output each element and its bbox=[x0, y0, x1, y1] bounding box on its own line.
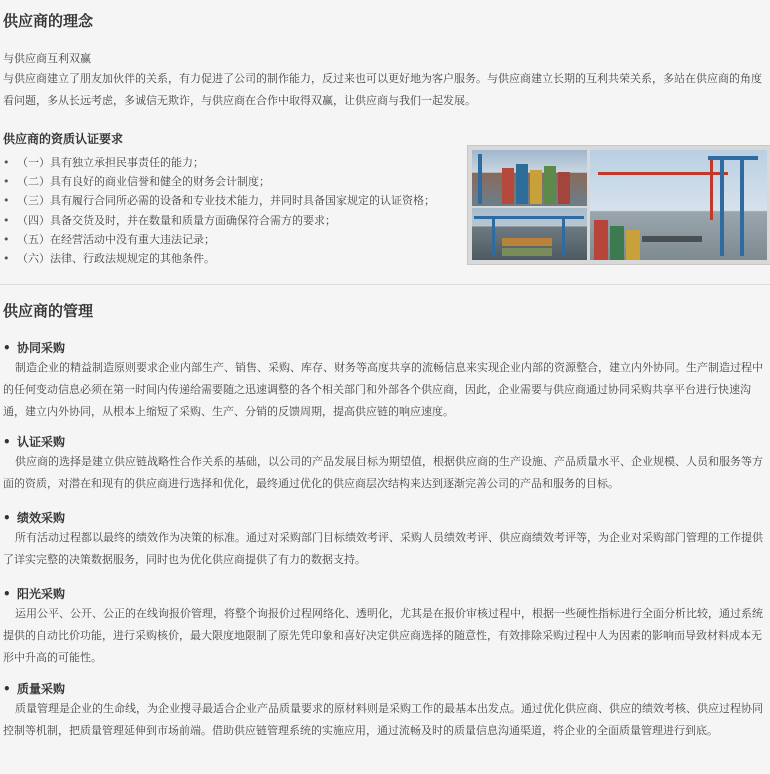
bullet-icon: • bbox=[3, 511, 11, 525]
bullet-icon: • bbox=[3, 194, 10, 208]
bullet-icon: • bbox=[3, 213, 10, 227]
list-item: • （三）具有履行合同所必需的设备和专业技术能力，并同时具备国家规定的认证资格； bbox=[3, 191, 435, 210]
list-item: • （一）具有独立承担民事责任的能力； bbox=[3, 153, 435, 172]
philosophy-paragraph: 与供应商建立了朋友加伙伴的关系，有力促进了公司的制作能力，反过来也可以更好地为客户服务。与供应商建立长期的互利共荣关系，多站在供应商的角度看问题，多从长远考虑，多诚信无欺诈，与供应商在合作中取得双赢，让供应商与我们一起发展。 bbox=[3, 72, 762, 107]
management-item bbox=[3, 585, 769, 669]
bullet-icon: • bbox=[3, 682, 11, 696]
management-item-body: 供应商的选择是建立供应链战略性合作关系的基础，以公司的产品发展目标为期望值，根据供应商的生产设施、产品质量水平、企业规模、人员和服务等方面的资质，对潜在和现有的供应商进行选择和优化，最终通过优化的供应商层次结构来达到逐渐完善公司的产品和服务的目标。 bbox=[3, 455, 763, 490]
bullet-icon: • bbox=[3, 341, 11, 355]
section-divider bbox=[0, 284, 770, 285]
philosophy-subtitle: 与供应商互利双赢 bbox=[3, 52, 91, 65]
list-item: • （五）在经营活动中没有重大违法记录； bbox=[3, 230, 435, 249]
management-item-heading: • 绩效采购 bbox=[3, 511, 66, 525]
list-item: • （四）具备交货及时，并在数量和质量方面确保符合需方的要求； bbox=[3, 211, 435, 230]
requirements-list bbox=[3, 153, 435, 268]
list-item: • （二）具有良好的商业信誉和健全的财务会计制度； bbox=[3, 172, 435, 191]
bullet-icon: • bbox=[3, 156, 10, 169]
management-item bbox=[3, 339, 769, 423]
management-item-heading: • 协同采购 bbox=[3, 341, 66, 355]
management-item bbox=[3, 509, 769, 571]
port-photo-collage bbox=[467, 145, 770, 265]
management-item-body: 制造企业的精益制造原则要求企业内部生产、销售、采购、库存、财务等高度共享的流畅信息来实现企业内部的资源整合，建立内外协同。生产制造过程中的任何变动信息必须在第一时间内传递给需要随之迅速调整的各个相关部门和外部各个供应商，因此，企业需要与供应商通过协同采购共享平台进行快速沟通，建立内外协同，从根本上缩短了采购、生产、分销的反馈周期，提高供应链的响应速度。 bbox=[3, 361, 763, 418]
list-item: • （六）法律、行政法规规定的其他条件。 bbox=[3, 249, 435, 268]
bullet-icon: • bbox=[3, 587, 11, 601]
management-item bbox=[3, 680, 769, 742]
bullet-icon: • bbox=[3, 252, 10, 266]
bullet-icon: • bbox=[3, 435, 11, 449]
management-item bbox=[3, 433, 769, 495]
management-item-body: 质量管理是企业的生命线，为企业搜寻最适合企业产品质量要求的原材料则是采购工作的最基本出发点。通过优化供应商、供应的绩效考核、供应过程协同控制等机制，把质量管理延伸到市场前端。借助供应链管理系统的实施应用，通过流畅及时的质量信息沟通渠道，将企业的全面质量管理进行到底。 bbox=[3, 702, 763, 737]
management-item-heading: • 阳光采购 bbox=[3, 587, 66, 601]
container-stack-photo bbox=[472, 150, 587, 206]
section-title-management: 供应商的管理 bbox=[3, 302, 94, 320]
section-title-philosophy: 供应商的理念 bbox=[3, 12, 94, 30]
bullet-icon: • bbox=[3, 175, 10, 189]
management-item-heading: • 认证采购 bbox=[3, 435, 66, 449]
bullet-icon: • bbox=[3, 232, 10, 246]
management-item-body: 运用公平、公开、公正的在线询报价管理，将整个询报价过程网络化、透明化，尤其是在报价审核过程中，根据一些硬性指标进行全面分析比较，通过系统提供的自动比价功能，进行采购核价，最大限度地限制了原先凭印象和喜好决定供应商选择的随意性，有效排除采购过程中人为因素的影响而导致材料成本无形中升高的可能性。 bbox=[3, 607, 763, 664]
management-item-heading: • 质量采购 bbox=[3, 682, 66, 696]
section-title-requirements: 供应商的资质认证要求 bbox=[3, 132, 124, 146]
harbor-cranes-photo bbox=[590, 150, 767, 260]
container-yard-photo bbox=[472, 208, 587, 260]
management-item-body: 所有活动过程都以最终的绩效作为决策的标准。通过对采购部门目标绩效考评、采购人员绩效考评、供应商绩效考评等，为企业对采购部门管理的工作提供了详实完整的决策数据服务，同时也为优化供应商提供了有力的数据支持。 bbox=[3, 531, 763, 566]
